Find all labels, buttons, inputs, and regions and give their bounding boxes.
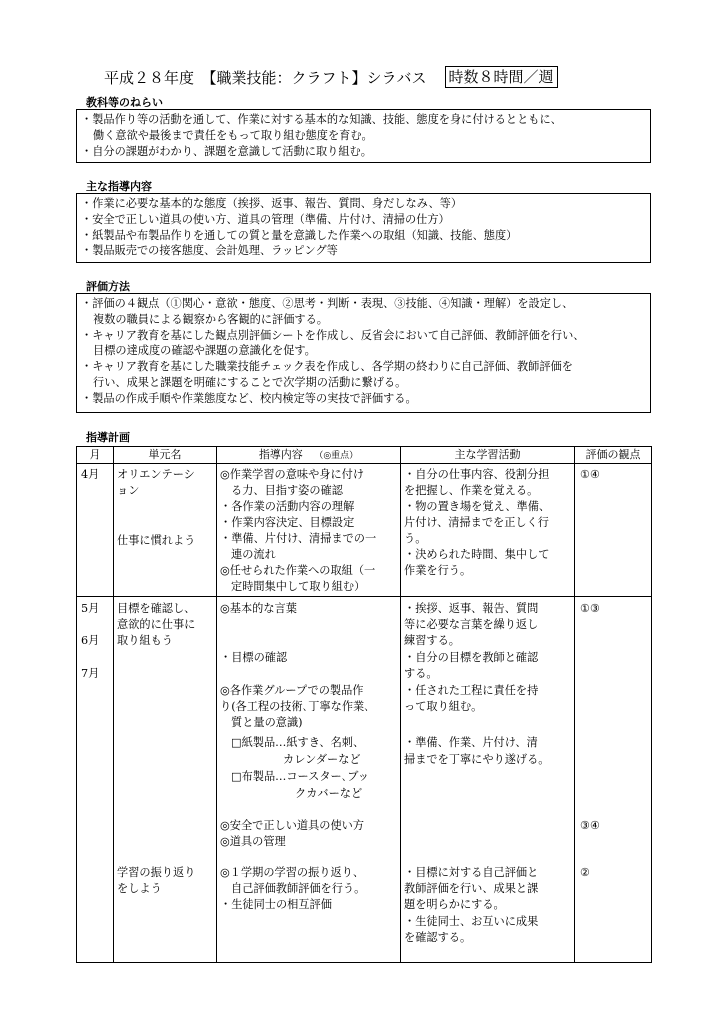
row2-activity-line: ・自分の目標を教師と確認 <box>404 651 539 664</box>
row2-activity-line: する。 <box>404 667 438 680</box>
evaluation-line: ・評価の４観点（①関心・意欲・態度、②思考・判断・表現、③技能、④知識・理解）を設定し、 <box>81 297 574 310</box>
row1-content-cell <box>217 464 401 597</box>
row2-activity-line: 教師評価を行い、成果と課 <box>404 882 539 895</box>
row2-content-line: ◎道具の管理 <box>220 835 286 848</box>
evaluation-heading: 評価方法 <box>86 280 130 293</box>
row1-month: 4月 <box>81 468 100 481</box>
row2-activity-line: 掃までを丁寧にやり遂げる。 <box>404 753 550 766</box>
evaluation-box <box>76 293 651 413</box>
row2-content-line: ◎各作業グループでの製品作 <box>220 684 364 697</box>
row2-month: 7月 <box>81 667 100 680</box>
row2-content-line: 質と量の意識) <box>231 716 303 729</box>
row2-unit-cell <box>114 597 217 963</box>
hours-badge: 時数８時間／週 <box>445 66 558 88</box>
row1-activity-line: ・決められた時間、集中して <box>404 548 550 561</box>
evaluation-line: 複数の職員による観察から客観的に評価する。 <box>93 312 328 326</box>
aims-line: ・自分の課題がわかり、課題を意識して活動に取り組む。 <box>81 144 372 158</box>
table-row <box>77 597 652 963</box>
row1-activity-line: 作業を行う。 <box>404 564 472 577</box>
row2-viewpoint: ①③ <box>580 602 601 615</box>
content-line: ・紙製品や布製品作りを通しての質と量を意識した作業への取組（知識、技能、態度） <box>81 228 518 242</box>
row1-content-line: ◎作業学習の意味や身に付け <box>220 468 365 481</box>
row2-activity-line: ・準備、作業、片付け、清 <box>404 736 538 749</box>
row2-activity-line: 練習する。 <box>404 634 460 647</box>
row1-unit-line: オリエンテーシ <box>117 468 195 481</box>
row2-activity-line: ・任された工程に責任を持 <box>404 684 539 697</box>
evaluation-line: 目標の達成度の確認や課題の意識化を促す。 <box>93 344 316 358</box>
row1-activity-cell <box>401 464 575 597</box>
row2-unit-line: をしよう <box>117 882 162 895</box>
evaluation-line: ・キャリア教育を基にした観点別評価シートを作成し、反省会において自己評価、教師評価を行い、 <box>81 328 585 342</box>
col-content-header <box>217 447 401 464</box>
row2-content-line: ◎安全で正しい道具の使い方 <box>220 819 365 832</box>
row2-content-line: ◎基本的な言葉 <box>220 602 297 615</box>
document-title: 平成２８年度 【職業技能：クラフト】シラバス <box>104 68 427 87</box>
table-row <box>77 464 652 597</box>
row2-viewpoint: ② <box>580 866 591 879</box>
row2-unit-line: 学習の振り返り <box>117 866 196 879</box>
content-box <box>76 193 651 263</box>
row1-month-cell <box>77 464 114 597</box>
row1-unit-line: ョン <box>117 484 140 497</box>
row2-content-cell <box>217 597 401 963</box>
row2-month-cell <box>77 597 114 963</box>
row2-content-line: ・生徒同士の相互評価 <box>220 898 332 911</box>
plan-heading: 指導計画 <box>86 431 130 444</box>
row2-unit-line: 意欲的に仕事に <box>117 618 196 631</box>
content-heading: 主な指導内容 <box>86 180 152 193</box>
row1-content-line: る力、目指す姿の確認 <box>231 484 343 497</box>
row1-content-line: 定時間集中して取り組む） <box>231 580 366 593</box>
row2-activity-line: 等に必要な言葉を繰り返し <box>404 618 539 631</box>
row2-activity-line: ・生徒同士、お互いに成果 <box>404 915 539 928</box>
plan-header-row <box>77 447 652 464</box>
col-content-label: 指導内容 <box>258 447 303 461</box>
row2-content-line: り(各工程の技術､丁寧な作業､ <box>220 700 370 713</box>
row2-viewpoint-cell <box>575 597 652 963</box>
col-activity-header: 主な学習活動 <box>401 447 575 464</box>
col-viewpoint-header: 評価の観点 <box>575 447 652 464</box>
row1-unit-line: 仕事に慣れよう <box>117 534 196 547</box>
row1-content-line: ◎任せられた作業への取組（一 <box>220 564 376 577</box>
row2-content-line: 自己評価教師評価を行う。 <box>231 882 366 895</box>
row1-activity-line: 片付け、清掃までを正しく行 <box>404 516 549 529</box>
row2-content-line: カレンダーなど <box>283 753 361 766</box>
row1-activity-line: ・自分の仕事内容、役割分担 <box>404 468 550 481</box>
evaluation-line: ・キャリア教育を基にした職業技能チェック表を作成し、各学期の終わりに自己評価、教師評価を <box>81 360 573 374</box>
content-line: ・作業に必要な基本的な態度（挨拶、返事、報告、質問、身だしなみ、等） <box>81 197 463 210</box>
row2-activity-line: ・目標に対する自己評価と <box>404 866 539 879</box>
aims-line: ・製品作り等の活動を通して、作業に対する基本的な知識、技能、態度を身に付けるとともに、 <box>81 113 562 126</box>
row2-content-line: ・目標の確認 <box>220 651 288 664</box>
row2-content-line: ◎１学期の学習の振り返り、 <box>220 866 365 879</box>
col-unit-header: 単元名 <box>114 447 217 464</box>
row1-viewpoint: ①④ <box>580 468 601 481</box>
col-month-header: 月 <box>77 447 114 464</box>
aims-line: 働く意欲や最後まで責任をもって取り組む態度を育む。 <box>93 128 373 142</box>
row2-content-line: □布製品…コースター､ブッ <box>231 770 369 783</box>
evaluation-line: ・製品の作成手順や作業態度など、校内検定等の実技で評価する。 <box>81 391 417 405</box>
row1-content-line: ・作業内容決定、目標設定 <box>220 516 355 529</box>
col-content-note: （◎重点） <box>314 450 359 461</box>
row2-unit-line: 目標を確認し、 <box>117 602 196 615</box>
row2-month: 5月 <box>81 602 100 615</box>
content-line: ・安全で正しい道具の使い方、道具の管理（準備、片付け、清掃の仕方） <box>81 212 450 226</box>
plan-table <box>76 446 652 963</box>
row2-content-line: □紙製品…紙すき、名刺、 <box>231 736 365 749</box>
row1-content-line: 連の流れ <box>231 548 276 561</box>
row1-activity-line: を把握し、作業を覚える。 <box>404 484 539 497</box>
row1-activity-line: ・物の置き場を覚え、準備、 <box>404 500 551 513</box>
row1-unit-cell <box>114 464 217 597</box>
content-line: ・製品販売での接客態度、会計処理、ラッピング等 <box>81 244 338 258</box>
row2-activity-line: を確認する。 <box>404 931 472 944</box>
row2-activity-line: ・挨拶、返事、報告、質問 <box>404 602 539 615</box>
row2-viewpoint: ③④ <box>580 819 601 832</box>
row2-content-line: クカバーなど <box>295 787 363 800</box>
row2-activity-line: って取り組む。 <box>404 700 483 713</box>
document-title-row <box>104 66 558 88</box>
aims-heading: 教科等のねらい <box>86 96 163 109</box>
row2-unit-line: 取り組もう <box>117 634 173 647</box>
row1-content-line: ・準備、片付け、清掃までの一 <box>220 532 377 545</box>
evaluation-line: 行い、成果と課題を明確にすることで次学期の活動に繋げる。 <box>93 375 407 389</box>
row2-activity-cell <box>401 597 575 963</box>
row2-month: 6月 <box>81 634 100 647</box>
row2-activity-line: 題を明らかにする。 <box>404 898 505 911</box>
row1-viewpoint-cell <box>575 464 652 597</box>
row1-activity-line: う。 <box>404 532 427 545</box>
aims-box <box>76 109 651 163</box>
row1-content-line: ・各作業の活動内容の理解 <box>220 500 355 513</box>
